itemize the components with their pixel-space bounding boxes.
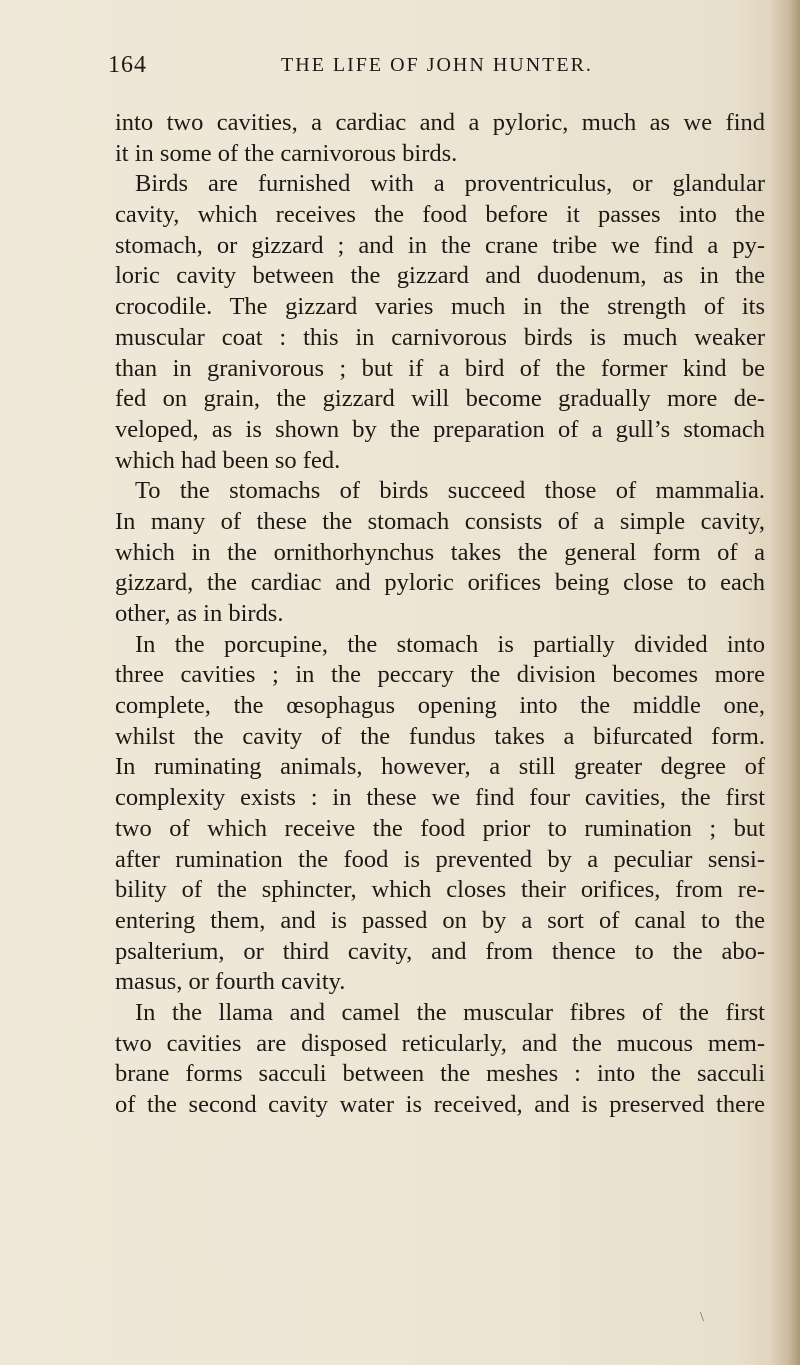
text-line: fed on grain, the gizzard will become gradually more de-	[115, 385, 765, 413]
page-header	[108, 52, 766, 92]
text-line: cavity, which receives the food before it passes into the	[115, 201, 765, 229]
text-line: psalterium, or third cavity, and from thence to the abo-	[115, 937, 765, 965]
text-line: three cavities ; in the peccary the division becomes more	[115, 661, 765, 689]
text-line: brane forms sacculi between the meshes : into the sacculi	[115, 1060, 765, 1088]
text-line: other, as in birds.	[115, 600, 284, 627]
text-line: bility of the sphincter, which closes their orifices, from re-	[115, 876, 765, 904]
text-line: crocodile. The gizzard varies much in the strength of its	[115, 293, 765, 321]
text-line: which in the ornithorhynchus takes the general form of a	[115, 538, 765, 566]
text-line: two cavities are disposed reticularly, and the mucous mem-	[115, 1029, 765, 1057]
text-line: complexity exists : in these we find four cavities, the first	[115, 784, 765, 812]
stray-mark: \	[700, 1310, 704, 1325]
running-head: THE LIFE OF JOHN HUNTER.	[281, 54, 593, 76]
text-line: To the stomachs of birds succeed those of mammalia.	[135, 477, 765, 505]
page-edge-shadow	[770, 0, 800, 1365]
text-line: stomach, or gizzard ; and in the crane tribe we find a py-	[115, 231, 765, 259]
text-line: after rumination the food is prevented by a peculiar sensi-	[115, 845, 765, 873]
text-line: two of which receive the food prior to rumination ; but	[115, 814, 765, 842]
text-line: it in some of the carnivorous birds.	[115, 139, 458, 167]
body-text	[115, 108, 765, 1121]
text-line: In many of these the stomach consists of a simple cavity,	[115, 507, 765, 535]
text-line: In the porcupine, the stomach is partially divided into	[135, 630, 765, 658]
text-line: complete, the œsophagus opening into the middle one,	[115, 692, 765, 720]
page-number: 164	[108, 52, 147, 78]
text-line: In ruminating animals, however, a still greater degree of	[115, 753, 765, 781]
text-line: In the llama and camel the muscular fibres of the first	[135, 998, 765, 1026]
text-line: entering them, and is passed on by a sort of canal to the	[115, 906, 765, 934]
text-line: than in granivorous ; but if a bird of the former kind be	[115, 354, 765, 382]
text-line: masus, or fourth cavity.	[115, 968, 346, 996]
text-line: whilst the cavity of the fundus takes a bifurcated form.	[115, 722, 765, 750]
text-line: Birds are furnished with a proventriculus, or glandular	[135, 170, 765, 198]
text-line: gizzard, the cardiac and pyloric orifices being close to each	[115, 569, 765, 597]
text-line: into two cavities, a cardiac and a pyloric, much as we find	[115, 109, 765, 136]
text-line: veloped, as is shown by the preparation of a gull’s stomach	[115, 415, 765, 443]
text-line: of the second cavity water is received, and is preserved there	[115, 1091, 765, 1118]
text-line: loric cavity between the gizzard and duodenum, as in the	[115, 262, 765, 290]
text-line: which had been so fed.	[115, 446, 341, 474]
text-line: muscular coat : this in carnivorous birds is much weaker	[115, 323, 765, 351]
